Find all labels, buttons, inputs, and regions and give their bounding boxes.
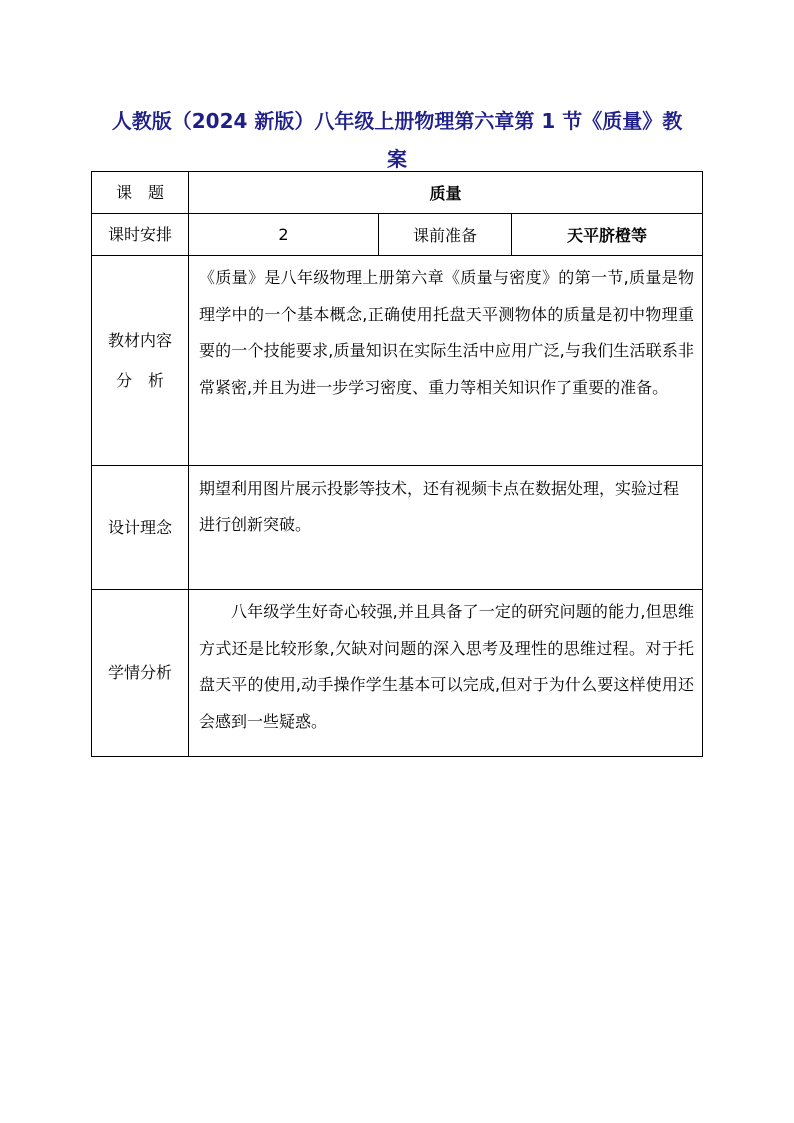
row-design (92, 466, 703, 590)
hours-label: 课时安排 (92, 214, 189, 256)
row-topic (92, 172, 703, 214)
hours-value: 2 (189, 214, 379, 256)
row-hours-prep (92, 214, 703, 256)
topic-label: 课 题 (92, 172, 189, 214)
row-learner (92, 590, 703, 757)
document-title: 人教版（2024 新版）八年级上册物理第六章第 1 节《质量》教案 (111, 109, 683, 171)
analysis-label-line1: 教材内容 (107, 330, 172, 350)
row-analysis (92, 256, 703, 466)
analysis-label-line2: 分 析 (115, 370, 164, 390)
analysis-text: 《质量》是八年级物理上册第六章《质量与密度》的第一节,质量是物理学中的一个基本概念,正确使用托盘天平测物体的质量是初中物理重要的一个技能要求,质量知识在实际生活中应用广泛,与我们生活联系非常紧密,并且为进一步学习密度、重力等相关知识作了重要的准备。 (189, 256, 703, 466)
design-label: 设计理念 (92, 466, 189, 590)
design-text: 期望利用图片展示投影等技术，还有视频卡点在数据处理，实验过程进行创新突破。 (189, 466, 703, 590)
learner-label: 学情分析 (92, 590, 189, 757)
analysis-label (92, 256, 189, 466)
prep-value: 天平脐橙等 (512, 214, 703, 256)
learner-text: 八年级学生好奇心较强,并且具备了一定的研究问题的能力,但思维方式还是比较形象,欠缺对问题的深入思考及理性的思维过程。对于托盘天平的使用,动手操作学生基本可以完成,但对于为什么要这样使用还会感到一些疑惑。 (189, 590, 703, 757)
topic-value: 质量 (189, 172, 703, 214)
prep-label: 课前准备 (379, 214, 512, 256)
lesson-plan-table (91, 171, 703, 757)
